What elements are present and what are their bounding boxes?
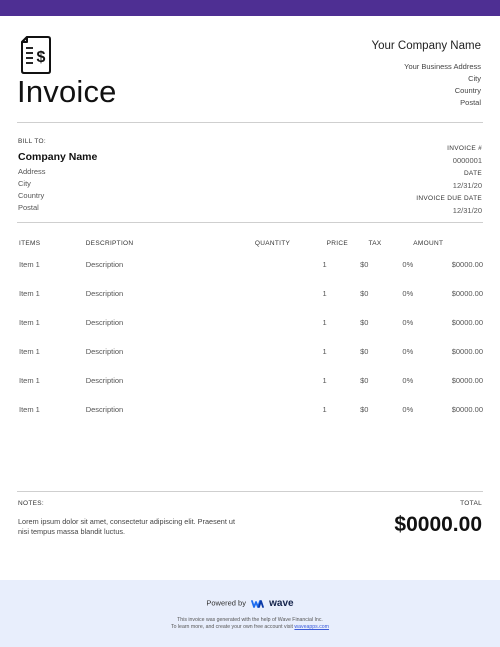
top-accent-bar xyxy=(0,0,500,16)
tax-cell: 0% xyxy=(402,318,414,327)
item-cell: Item 1 xyxy=(19,376,40,385)
client-company-name: Company Name xyxy=(18,151,98,163)
due-date-label: INVOICE DUE DATE xyxy=(416,195,482,202)
company-address-line: Your Business Address xyxy=(404,62,481,71)
powered-by xyxy=(0,598,500,609)
client-country: Country xyxy=(18,191,45,200)
footer-line-1: This invoice was generated with the help of Wave Financial Inc. xyxy=(177,617,323,623)
wave-brand-name: wave xyxy=(269,598,294,609)
client-address: Address xyxy=(18,167,46,176)
amount-cell: $0000.00 xyxy=(451,260,483,269)
tax-cell: 0% xyxy=(402,289,414,298)
quantity-cell: 1 xyxy=(322,347,327,356)
tax-cell: 0% xyxy=(402,347,414,356)
company-country: Country xyxy=(454,86,481,95)
price-cell: $0 xyxy=(360,260,369,269)
tax-cell: 0% xyxy=(402,260,414,269)
date-label: DATE xyxy=(463,170,482,177)
item-cell: Item 1 xyxy=(19,289,40,298)
svg-text:$: $ xyxy=(36,49,46,66)
price-cell: $0 xyxy=(360,318,369,327)
quantity-cell: 1 xyxy=(322,405,327,414)
due-date: 12/31/20 xyxy=(452,206,482,215)
tax-cell: 0% xyxy=(402,405,414,414)
description-cell: Description xyxy=(85,347,124,356)
invoice-number-label: INVOICE # xyxy=(447,145,482,152)
bill-to-section xyxy=(18,138,97,214)
client-city: City xyxy=(18,179,31,188)
footer-line-2 xyxy=(0,624,500,631)
table-header-row xyxy=(17,236,483,250)
amount-cell: $0000.00 xyxy=(451,318,483,327)
quantity-cell: 1 xyxy=(322,376,327,385)
column-header-price: PRICE xyxy=(326,239,348,247)
quantity-cell: 1 xyxy=(322,318,327,327)
header-divider xyxy=(17,122,483,123)
price-cell: $0 xyxy=(360,289,369,298)
billto-divider xyxy=(17,222,483,223)
table-row xyxy=(17,395,483,424)
price-cell: $0 xyxy=(360,376,369,385)
amount-cell: $0000.00 xyxy=(451,289,483,298)
item-cell: Item 1 xyxy=(19,405,40,414)
table-row xyxy=(17,366,483,395)
description-cell: Description xyxy=(85,376,124,385)
total-amount: $0000.00 xyxy=(394,513,482,536)
price-cell: $0 xyxy=(360,405,369,414)
table-row xyxy=(17,250,483,279)
quantity-cell: 1 xyxy=(322,289,327,298)
line-items-table xyxy=(17,236,483,424)
invoice-number: 0000001 xyxy=(452,156,482,165)
invoice-document-icon xyxy=(19,34,53,74)
notes-label: NOTES: xyxy=(18,500,44,507)
footer-fine-print xyxy=(0,617,500,631)
column-header-amount: AMOUNT xyxy=(413,239,444,247)
column-header-quantity: QUANTITY xyxy=(254,239,291,247)
company-postal: Postal xyxy=(460,98,481,107)
company-city: City xyxy=(468,74,481,83)
column-header-tax: TAX xyxy=(368,239,382,247)
company-info xyxy=(371,40,481,109)
wave-logo-icon xyxy=(251,599,265,609)
item-cell: Item 1 xyxy=(19,318,40,327)
waveapps-link[interactable]: waveapps.com xyxy=(294,624,330,630)
bill-to-label: BILL TO: xyxy=(18,138,46,145)
powered-by-label: Powered by xyxy=(206,598,246,608)
client-postal: Postal xyxy=(18,203,39,212)
notes-text: Lorem ipsum dolor sit amet, consectetur adipiscing elit. Praesent ut nisi tempus massa blandit luctus. xyxy=(18,517,235,536)
item-cell: Item 1 xyxy=(19,347,40,356)
tax-cell: 0% xyxy=(402,376,414,385)
table-row xyxy=(17,279,483,308)
total-label: TOTAL xyxy=(460,500,482,507)
description-cell: Description xyxy=(85,405,124,414)
description-cell: Description xyxy=(85,318,124,327)
table-row xyxy=(17,308,483,337)
footer xyxy=(0,580,500,647)
notes-section xyxy=(18,500,238,537)
table-divider xyxy=(17,491,483,492)
total-section xyxy=(394,500,482,537)
quantity-cell: 1 xyxy=(322,260,327,269)
item-cell: Item 1 xyxy=(19,260,40,269)
amount-cell: $0000.00 xyxy=(451,405,483,414)
invoice-meta xyxy=(416,142,482,217)
amount-cell: $0000.00 xyxy=(451,376,483,385)
price-cell: $0 xyxy=(360,347,369,356)
invoice-title: Invoice xyxy=(17,74,117,109)
amount-cell: $0000.00 xyxy=(451,347,483,356)
column-header-items: ITEMS xyxy=(19,239,41,247)
invoice-date: 12/31/20 xyxy=(452,181,482,190)
table-row xyxy=(17,337,483,366)
company-name: Your Company Name xyxy=(371,40,481,52)
description-cell: Description xyxy=(85,289,124,298)
column-header-description: DESCRIPTION xyxy=(85,239,134,247)
description-cell: Description xyxy=(85,260,124,269)
footer-line-2-text: To learn more, and create your own free account visit xyxy=(170,624,293,630)
